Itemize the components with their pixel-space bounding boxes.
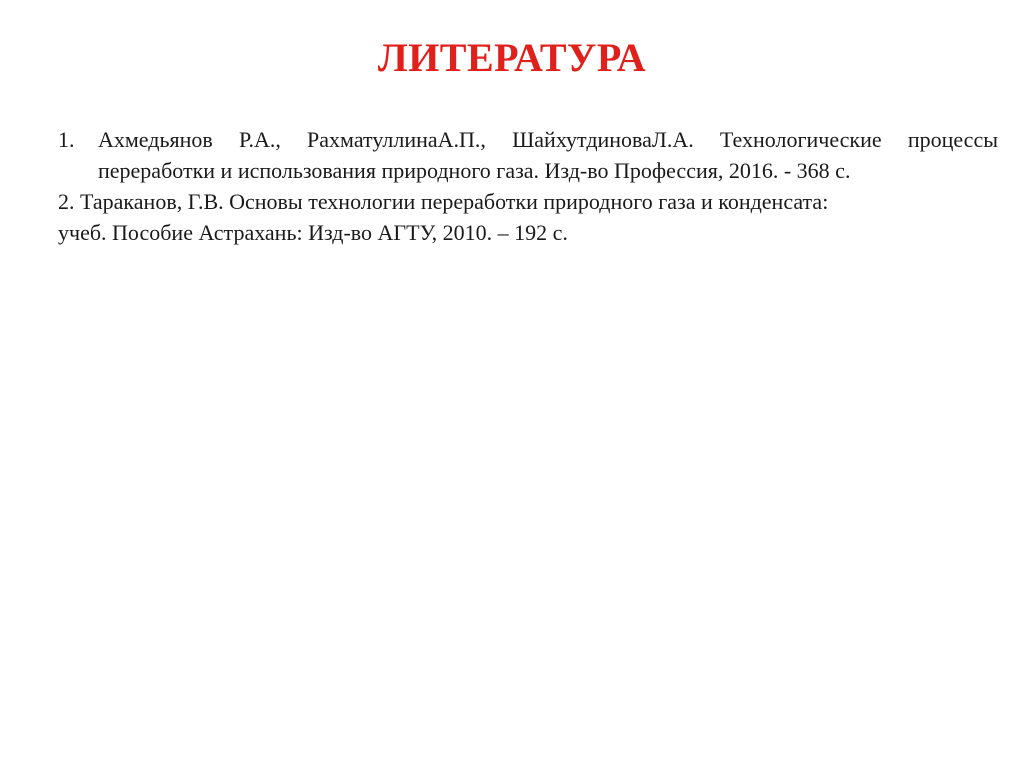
reference-text-line: 2. Тараканов, Г.В. Основы технологии переработки природного газа и конденсата: (58, 189, 829, 214)
reference-item (58, 124, 998, 186)
slide-title: ЛИТЕРАТУРА (377, 35, 647, 80)
reference-number: 1. (58, 127, 75, 152)
reference-list (58, 124, 998, 248)
reference-text: Ахмедьянов Р.А., РахматуллинаА.П., ШайхутдиноваЛ.А. Технологические процессы переработки и использования природного газа. Изд-во Профессия, 2016. - 368 с. (98, 127, 998, 183)
reference-item (58, 186, 998, 248)
reference-text-line: учеб. Пособие Астрахань: Изд-во АГТУ, 2010. – 192 с. (58, 220, 568, 245)
